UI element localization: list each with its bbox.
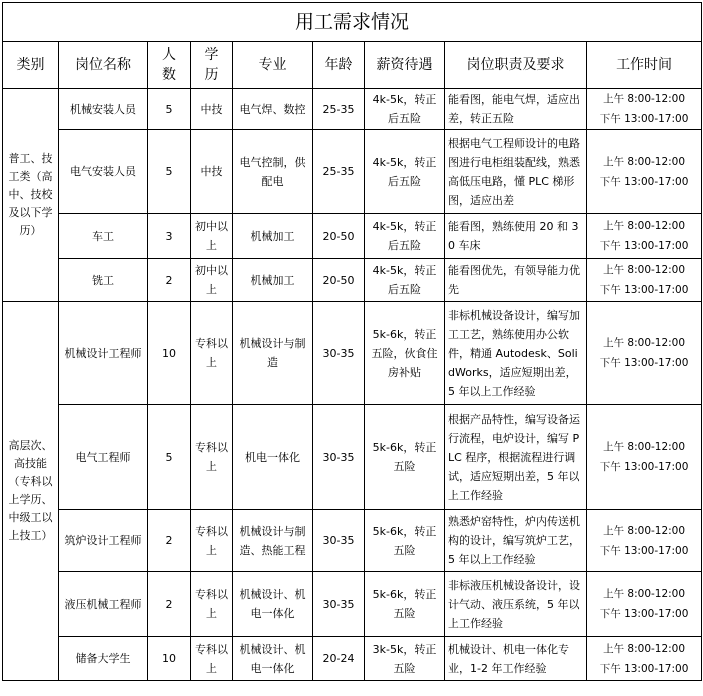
time-pm: 下午 13:00-17:00 [599, 284, 689, 296]
table-row [3, 89, 702, 130]
header-major: 专业 [233, 42, 313, 89]
major: 电气焊、数控 [233, 89, 313, 130]
education: 专科以上 [191, 302, 233, 405]
position-name: 机械安装人员 [59, 89, 148, 130]
time-pm: 下午 13:00-17:00 [599, 544, 689, 557]
work-time [587, 637, 702, 681]
duty: 能看图，能电气焊，适应出差，转正五险 [445, 89, 587, 130]
salary: 4k-5k，转正后五险 [365, 259, 445, 302]
age-range: 25-35 [313, 130, 365, 214]
duty: 非标液压机械设备设计，设计气动、液压系统，5 年以上工作经验 [445, 572, 587, 637]
education: 中技 [191, 89, 233, 130]
head-count: 5 [148, 89, 191, 130]
major: 机械加工 [233, 214, 313, 259]
education: 专科以上 [191, 572, 233, 637]
position-name: 电气安装人员 [59, 130, 148, 214]
salary: 5k-6k，转正五险 [365, 510, 445, 572]
table-row [3, 302, 702, 405]
salary: 4k-5k，转正后五险 [365, 214, 445, 259]
table-row [3, 510, 702, 572]
head-count: 5 [148, 130, 191, 214]
header-time: 工作时间 [587, 42, 702, 89]
header-category: 类别 [3, 42, 59, 89]
head-count: 3 [148, 214, 191, 259]
education: 专科以上 [191, 510, 233, 572]
position-name: 铣工 [59, 259, 148, 302]
position-name: 机械设计工程师 [59, 302, 148, 405]
salary: 5k-6k，转正五险 [365, 572, 445, 637]
header-position: 岗位名称 [59, 42, 148, 89]
salary: 4k-5k，转正后五险 [365, 89, 445, 130]
time-pm: 下午 13:00-17:00 [599, 608, 689, 620]
table-row [3, 637, 702, 681]
major: 机械设计与制造、热能工程 [233, 510, 313, 572]
head-count: 2 [148, 572, 191, 637]
duty: 根据产品特性，编写设备运行流程，电炉设计，编写 PLC 程序，根据流程进行调试，适应短期出差，5 年以上工作经验 [445, 405, 587, 510]
age-range: 30-35 [313, 302, 365, 405]
head-count: 10 [148, 302, 191, 405]
time-am: 上午 8:00-12:00 [603, 642, 686, 655]
duty: 能看图，熟练使用 20 和 30 车床 [445, 214, 587, 259]
work-time [587, 130, 702, 214]
age-range: 30-35 [313, 510, 365, 572]
time-pm: 下午 13:00-17:00 [599, 461, 689, 473]
time-pm: 下午 13:00-17:00 [599, 357, 689, 369]
table-title: 用工需求情况 [3, 3, 702, 42]
duty: 机械设计、机电一体化专业，1-2 年工作经验 [445, 637, 587, 681]
age-range: 25-35 [313, 89, 365, 130]
work-time [587, 214, 702, 259]
age-range: 20-50 [313, 259, 365, 302]
salary: 5k-6k，转正五险，伙食住房补贴 [365, 302, 445, 405]
position-name: 液压机械工程师 [59, 572, 148, 637]
table-row [3, 259, 702, 302]
major: 机械设计、机电一体化 [233, 572, 313, 637]
time-pm: 下午 13:00-17:00 [599, 113, 689, 125]
education: 专科以上 [191, 637, 233, 681]
time-pm: 下午 13:00-17:00 [599, 240, 689, 252]
time-am: 上午 8:00-12:00 [603, 155, 686, 168]
head-count: 10 [148, 637, 191, 681]
table-row [3, 405, 702, 510]
education: 中技 [191, 130, 233, 214]
time-am: 上午 8:00-12:00 [603, 337, 686, 349]
salary: 4k-5k，转正后五险 [365, 130, 445, 214]
table-row [3, 130, 702, 214]
major: 机电一体化 [233, 405, 313, 510]
time-am: 上午 8:00-12:00 [603, 524, 686, 537]
position-name: 储备大学生 [59, 637, 148, 681]
work-time [587, 259, 702, 302]
age-range: 20-50 [313, 214, 365, 259]
major: 机械加工 [233, 259, 313, 302]
work-time [587, 572, 702, 637]
table-row [3, 572, 702, 637]
position-name: 电气工程师 [59, 405, 148, 510]
head-count: 2 [148, 259, 191, 302]
duty: 非标机械设备设计，编写加工工艺，熟练使用办公软件，精通 Autodesk、SolidWorks，适应短期出差，5 年以上工作经验 [445, 302, 587, 405]
table-row [3, 214, 702, 259]
education: 初中以上 [191, 214, 233, 259]
header-row [3, 42, 702, 89]
position-name: 筑炉设计工程师 [59, 510, 148, 572]
recruitment-table [2, 2, 702, 681]
duty: 根据电气工程师设计的电路图进行电柜组装配线，熟悉高低压电路，懂 PLC 梯形图，适应出差 [445, 130, 587, 214]
age-range: 30-35 [313, 572, 365, 637]
time-pm: 下午 13:00-17:00 [599, 175, 689, 188]
age-range: 20-24 [313, 637, 365, 681]
header-age: 年龄 [313, 42, 365, 89]
time-am: 上午 8:00-12:00 [603, 93, 686, 105]
work-time [587, 405, 702, 510]
salary: 3k-5k，转正五险 [365, 637, 445, 681]
time-am: 上午 8:00-12:00 [603, 588, 686, 600]
head-count: 2 [148, 510, 191, 572]
age-range: 30-35 [313, 405, 365, 510]
time-am: 上午 8:00-12:00 [603, 220, 686, 232]
time-am: 上午 8:00-12:00 [603, 441, 686, 453]
header-salary: 薪资待遇 [365, 42, 445, 89]
category-cell: 高层次、高技能（专科以上学历、中级工以上技工） [3, 302, 59, 681]
work-time [587, 89, 702, 130]
header-count: 人数 [148, 42, 191, 89]
recruitment-sheet [2, 2, 701, 681]
category-cell: 普工、技工类（高中、技校及以下学历） [3, 89, 59, 302]
position-name: 车工 [59, 214, 148, 259]
work-time [587, 302, 702, 405]
education: 专科以上 [191, 405, 233, 510]
major: 电气控制，供配电 [233, 130, 313, 214]
major: 机械设计与制造 [233, 302, 313, 405]
duty: 能看图优先，有领导能力优先 [445, 259, 587, 302]
header-duty: 岗位职责及要求 [445, 42, 587, 89]
education: 初中以上 [191, 259, 233, 302]
time-am: 上午 8:00-12:00 [603, 264, 686, 276]
major: 机械设计、机电一体化 [233, 637, 313, 681]
head-count: 5 [148, 405, 191, 510]
salary: 5k-6k，转正五险 [365, 405, 445, 510]
header-education: 学历 [191, 42, 233, 89]
time-pm: 下午 13:00-17:00 [599, 662, 689, 675]
work-time [587, 510, 702, 572]
duty: 熟悉炉窑特性，炉内传送机构的设计，编写筑炉工艺，5 年以上工作经验 [445, 510, 587, 572]
